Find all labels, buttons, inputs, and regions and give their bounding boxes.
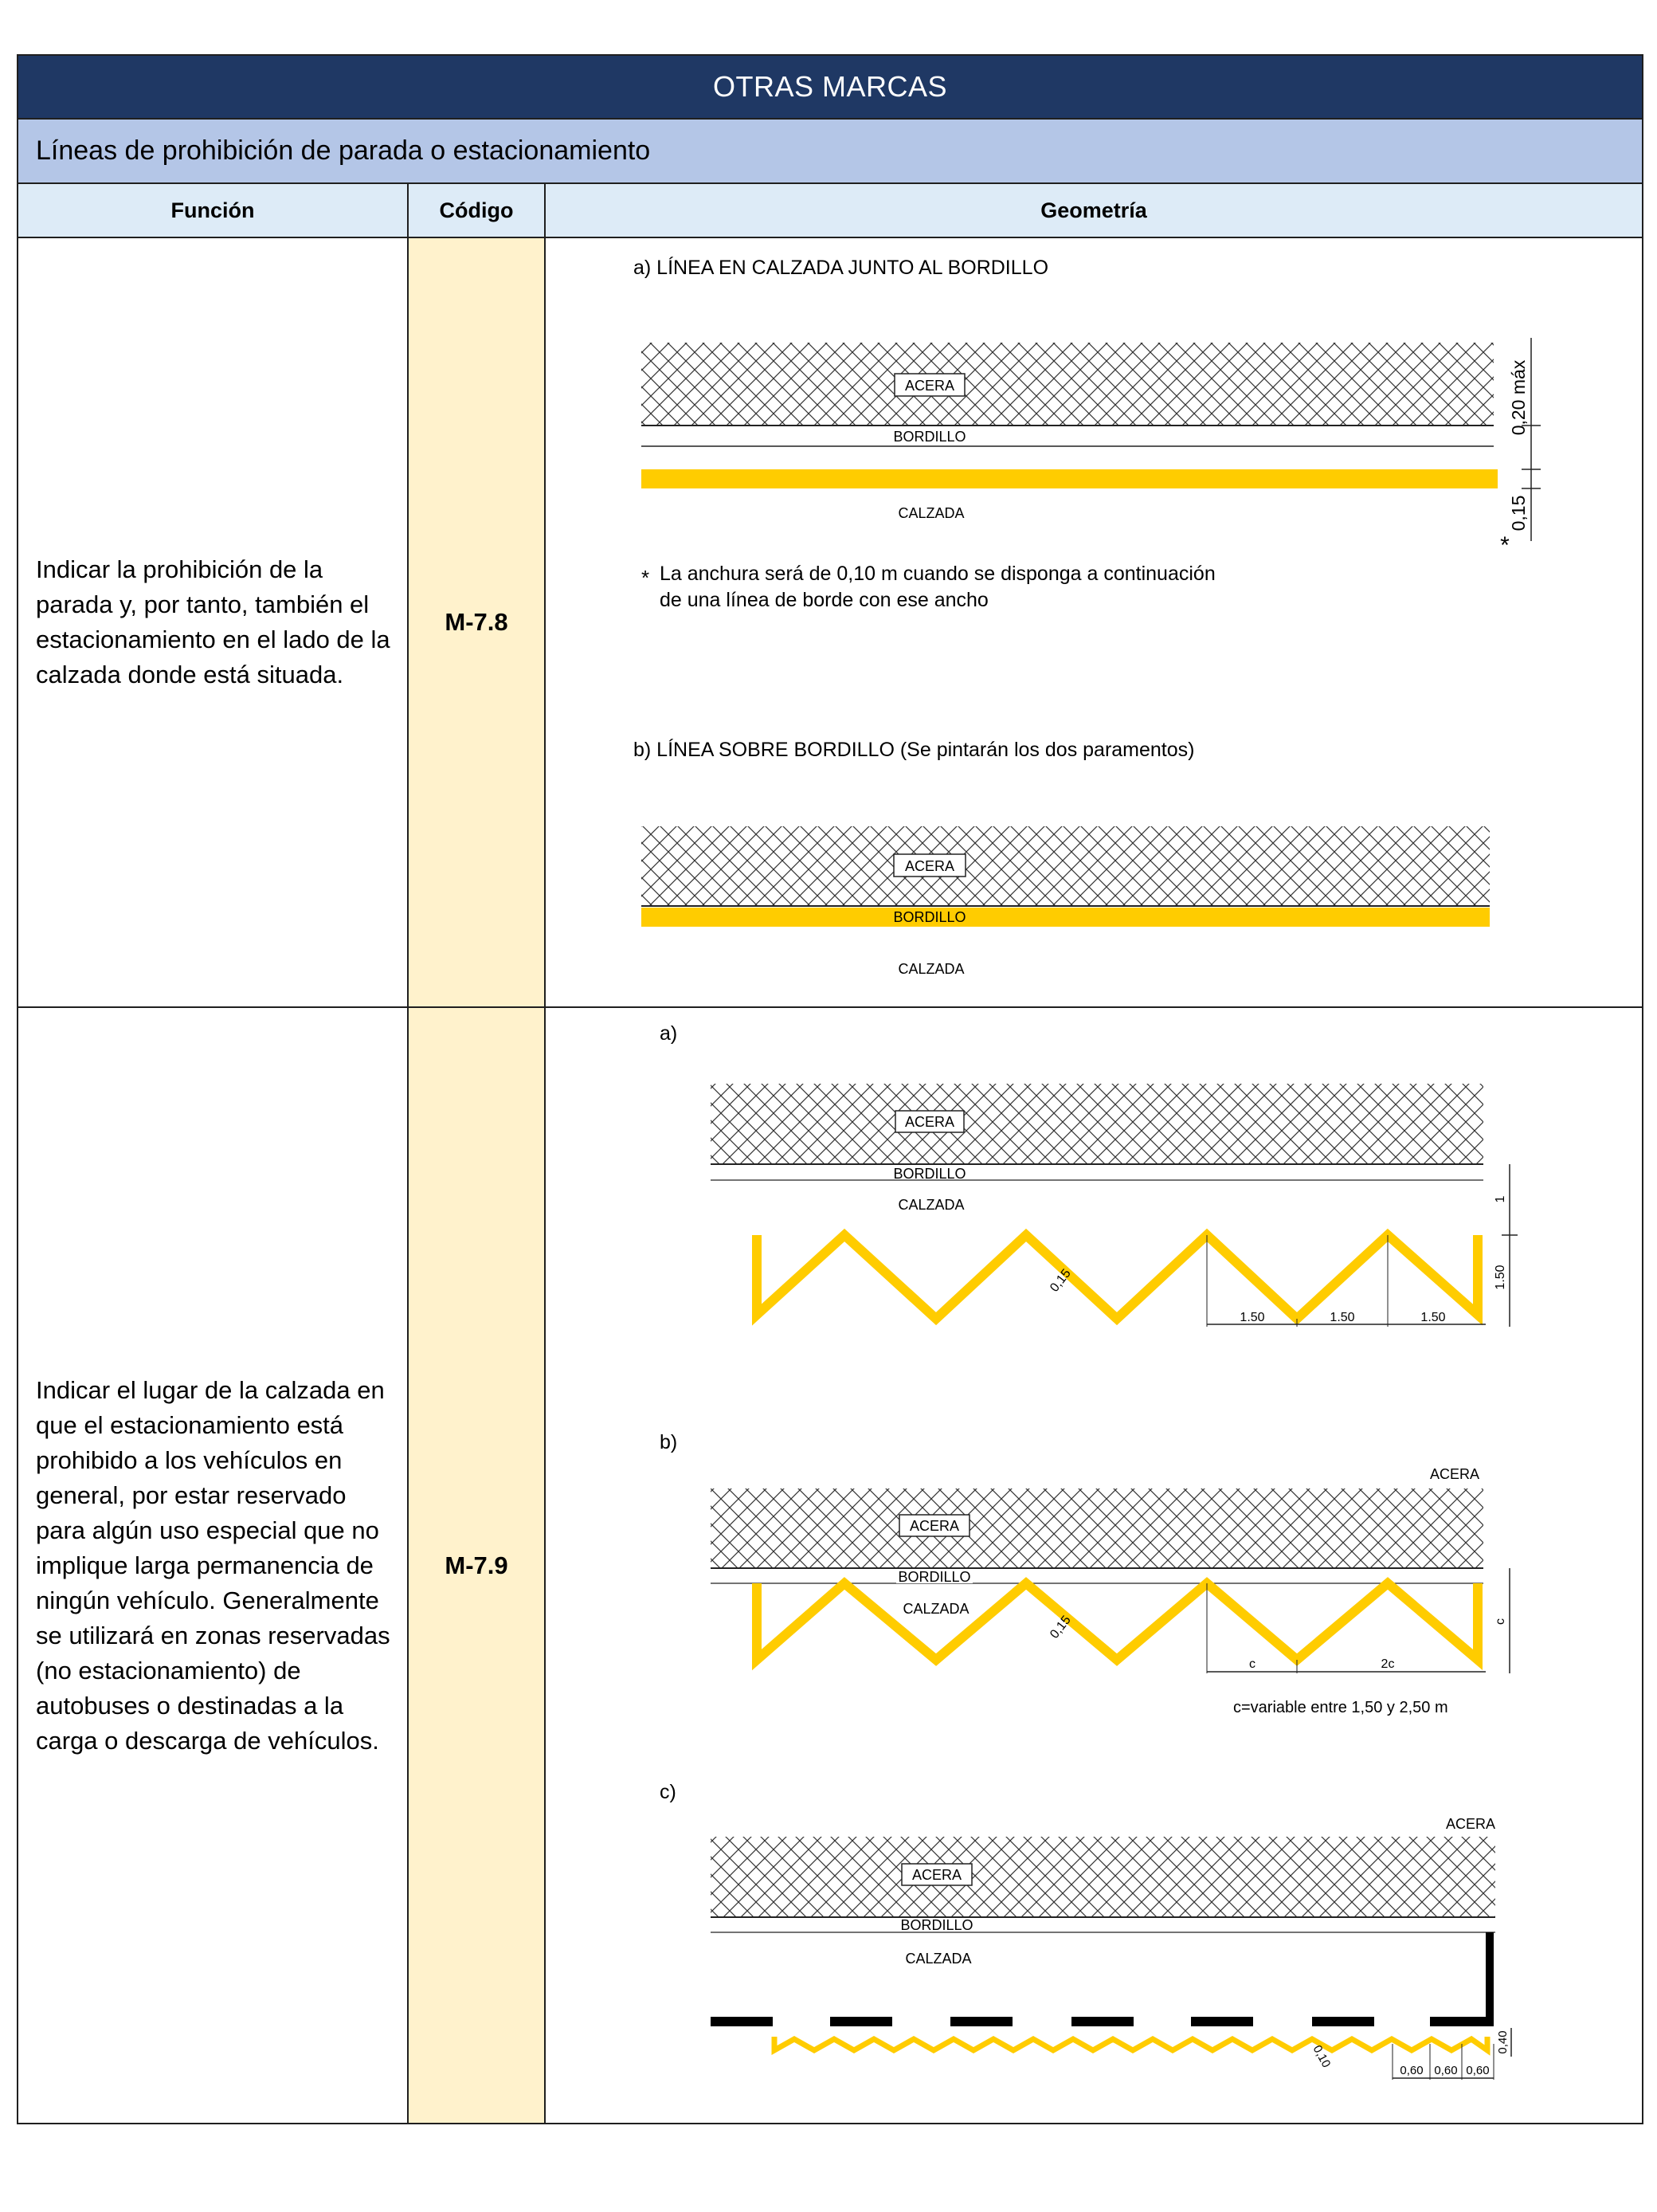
acera-outside-label: ACERA [1430,1466,1480,1482]
acera-label: ACERA [904,378,955,394]
codigo-value: M-7.9 [408,1007,545,2124]
sidewalk-hatch [711,1084,1483,1163]
diagram-m79 [546,1008,1642,2119]
note-asterisk: * [641,566,650,590]
dim-060-2: 0,60 [1434,2064,1458,2077]
c-variable-note: c=variable entre 1,50 y 2,50 m [1233,1699,1448,1716]
bordillo-label: BORDILLO [893,1166,966,1182]
zigzag-b [757,1583,1478,1660]
dim-150: 1.50 [1494,1265,1507,1290]
yellow-curb [641,908,1490,927]
diagram-b-label: b) [660,1431,678,1453]
dim-040: 0,40 [1496,2030,1510,2054]
calzada-label: CALZADA [898,961,965,977]
header-funcion: Función [18,183,408,237]
dim-asterisk: * [1500,532,1510,559]
marking-table [17,54,1643,2124]
stroke-015: 0,15 [1048,1613,1074,1641]
dim-w3: 1.50 [1420,1311,1446,1324]
yellow-line [641,469,1498,488]
bordillo-label: BORDILLO [900,1917,973,1933]
dim-c-vertical: c [1494,1618,1507,1625]
section-subtitle: Líneas de prohibición de parada o estacionamiento [18,119,1643,183]
calzada-label: CALZADA [898,1197,965,1213]
bordillo-label: BORDILLO [898,1569,971,1585]
geometry-m79 [545,1007,1643,2124]
zigzag-a [757,1235,1478,1319]
diagram-c-label: c) [660,1781,676,1803]
calzada-label: CALZADA [903,1601,970,1617]
table-row [18,237,1643,1007]
funcion-text: Indicar la prohibición de la parada y, por tanto, también el estacionamiento en el lado de la calzada donde está situada. [18,237,408,1007]
dim-1: 1 [1494,1195,1507,1203]
black-dashed-line [711,1932,1494,2026]
table-banner: OTRAS MARCAS [18,55,1643,119]
geometry-m78 [545,237,1643,1007]
diagram-m78 [546,238,1642,1002]
header-codigo: Código [408,183,545,237]
table-row [18,1007,1643,2124]
calzada-label: CALZADA [905,1951,972,1967]
stroke-015: 0,15 [1048,1266,1074,1295]
zigzag-c [774,2037,1487,2050]
note-line-2: de una línea de borde con ese ancho [660,589,989,611]
dim-w1: 1.50 [1240,1311,1265,1324]
sidewalk-hatch [641,826,1490,906]
dim-c: c [1249,1657,1255,1671]
acera-label: ACERA [909,1518,960,1534]
sidewalk-hatch [711,1488,1483,1568]
bordillo-label: BORDILLO [893,909,966,925]
dim-015-label: 0,15 [1508,495,1529,531]
diagram-a-title: a) LÍNEA EN CALZADA JUNTO AL BORDILLO [633,257,1049,279]
dim-2c: 2c [1381,1657,1395,1671]
diagram-a-label: a) [660,1022,678,1045]
dim-060-3: 0,60 [1466,2064,1490,2077]
diagram-b-title: b) LÍNEA SOBRE BORDILLO (Se pintarán los dos paramentos) [633,739,1195,761]
acera-label: ACERA [904,1114,955,1130]
sidewalk-hatch [641,343,1494,425]
note-line-1: La anchura será de 0,10 m cuando se disponga a continuación [660,563,1216,585]
sidewalk-hatch [711,1837,1495,1916]
dim-060-1: 0,60 [1400,2064,1424,2077]
calzada-label: CALZADA [898,505,965,521]
bordillo-label: BORDILLO [893,429,966,445]
acera-outside-label: ACERA [1446,1816,1496,1832]
acera-label: ACERA [904,858,955,874]
stroke-010: 0,10 [1310,2043,1334,2070]
acera-label: ACERA [911,1867,962,1883]
dim-w2: 1.50 [1330,1311,1355,1324]
dim-020-label: 0,20 máx [1508,359,1529,436]
header-geometria: Geometría [545,183,1643,237]
funcion-text: Indicar el lugar de la calzada en que el estacionamiento está prohibido a los vehículos en general, por estar reservado para algún uso especial que no implique larga permanencia de ningún vehículo. Generalmente se utilizará en zonas reservadas (no estacionamiento) de autobuses o destinadas a la carga o descarga de vehículos. [18,1007,408,2124]
codigo-value: M-7.8 [408,237,545,1007]
